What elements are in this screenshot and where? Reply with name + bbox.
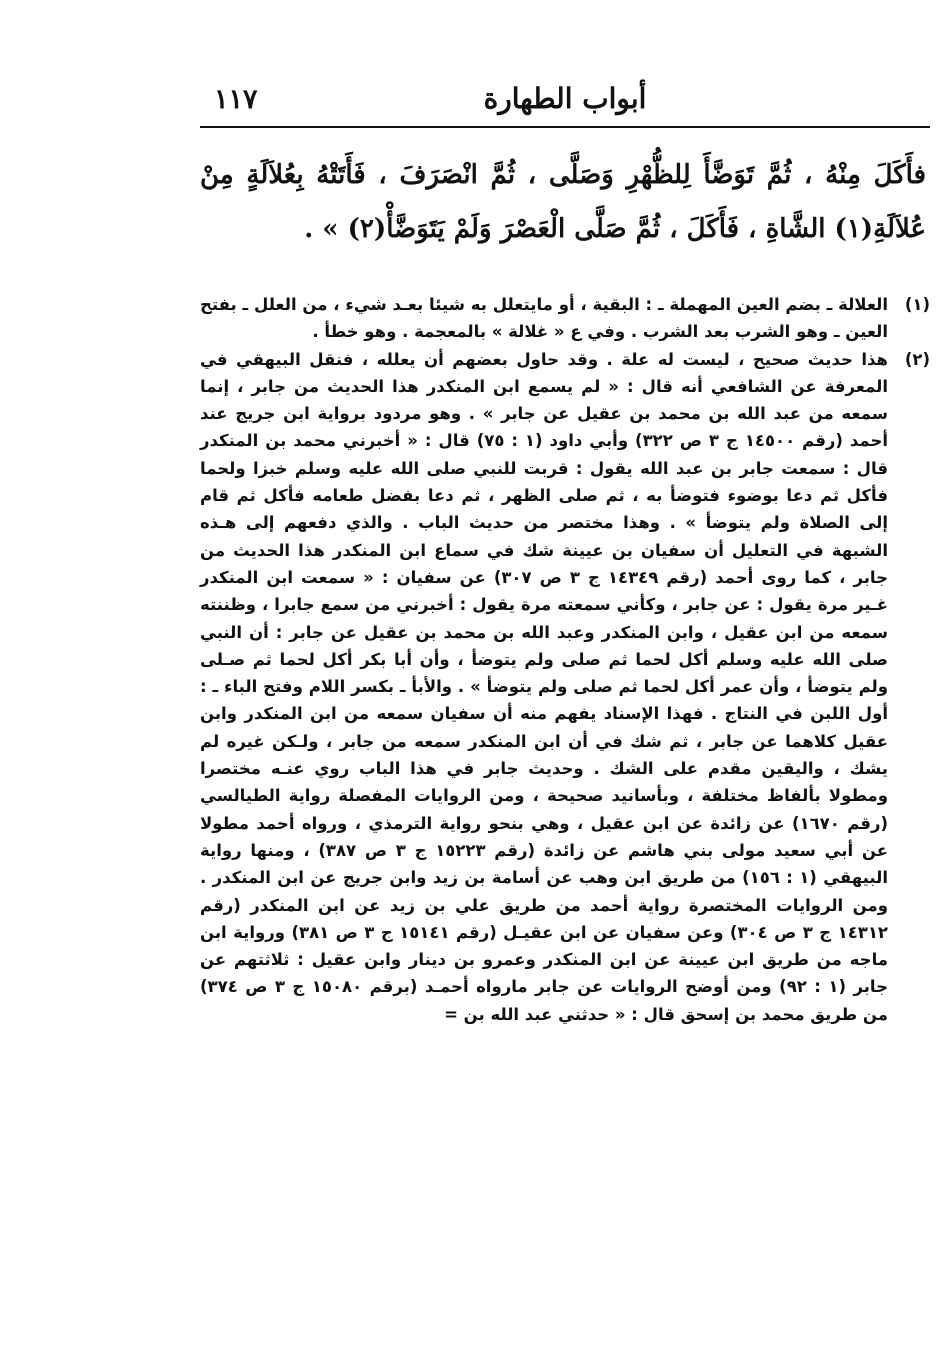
footnote-text: العلالة ـ بضم العين المهملة ـ : البقية ، أو مايتعلل به شيئا بعـد شيء ، من العلل ـ بفتح العين ـ وهو الشرب بعد الشرب . وفي ع « غلالة » بالمعجمة . وهو خطأ . [200,295,888,342]
running-title: أبواب الطهارة [483,82,647,115]
footnote-marker: (١) [904,295,930,314]
page-number: ١١٧ [214,84,258,115]
footnotes-section [200,291,930,1028]
footnote-marker: (٢) [904,349,930,369]
header-divider [200,126,930,128]
footnote-1 [200,291,930,346]
footnote-text: هذا حديث صحيح ، ليست له علة . وقد حاول بعضهم أن يعلله ، فنقل البيهقي في المعرفة عن الشافعي أنه قال : « لم يسمع ابن المنكدر هذا الحديث من جابر ، إنما سمعه من عبد الله بن محمد بن عقيل عن جابر » . وهو مردود برواية ابن جريج عند أحمد (رقم ١٤٥٠٠ ج ٣ ص ٣٢٢) وأبي داود (١ : ٧٥) قال : « أخبرني محمد بن المنكدر قال : سمعت جابر بن عبد الله يقول : قربت للنبي صلى الله عليه وسلم خبزا ولحما فأكل ثم دعا بوضوء فتوضأ به ، ثم صلى الظهر ، ثم دعا بفضل طعامه فأكل ثم قام إلى الصلاة ولم يتوضأ » . وهذا مختصر من حديث الباب . والذي دفعهم إلى هـذه الشبهة في التعليل أن سفيان بن عيينة شك في سماع ابن المنكدر هذا الحديث من جابر ، كما روى أحمد (رقم ١٤٣٤٩ ج ٣ ص ٣٠٧) عن سفيان : « سمعت ابن المنكدر غـير مرة يقول : عن جابر ، وكأني سمعته مرة يقول : أخبرني من سمع جابرا ، وظننته سمعه من ابن عقيل ، وابن المنكدر وعبد الله بن محمد بن عقيل عن جابر : أن النبي صلى الله عليه وسلم أكل لحما ثم صلى ولم يتوضأ ، وأن أبا بكر أكل لحما ثم صـلى ولم يتوضأ ، وأن عمر أكل لحما ثم صلى ولم يتوضأ » . والأبأ ـ بكسر اللام وفتح الباء ـ : أول اللبن في النتاج . فهذا الإسناد يفهم منه أن سفيان سمعه من ابن المنكدر وابن عقيل كلاهما عن جابر ، ثم شك في أن ابن المنكدر سمعه من جابر ، ولـكن غيره لم يشك ، واليقين مقدم على الشك . وحديث جابر في هذا الباب روي عنـه مختصرا ومطولا بألفاظ مختلفة ، وبأسانيد صحيحة ، ومن الروايات المفصلة رواية الطيالسي (رقم ١٦٧٠) عن زائدة عن ابن عقيل ، وهي بنحو رواية الترمذي ، ورواه أحمد مطولا عن أبي سعيد مولى بني هاشم عن زائدة (رقم ١٥٢٢٣ ج ٣ ص ٣٨٧) ، ومنها رواية البيهقي (١ : ١٥٦) من طريق ابن وهب عن أسامة بن زيد وابن جريج عن ابن المنكدر . ومن الروايات المختصرة رواية أحمد من طريق علي بن زيد عن ابن المنكدر (رقم ١٤٣١٢ ج ٣ ص ٣٠٤) وعن سفيان عن ابن عقيـل (رقم ١٥١٤١ ج ٣ ص ٣٨١) ورواية ابن ماجه من طريق ابن عيينة عن ابن المنكدر وعمرو بن دينار وابن عقيل : ثلاثتهم عن جابر (١ : ٩٢) ومن أوضح الروايات عن جابر مارواه أحمـد (برقم ١٥٠٨٠ ج ٣ ص ٣٧٤) من طريق محمد بن إسحق قال : « حدثني عبد الله بن = [200,349,889,1024]
hadith-text-block [200,148,926,256]
hadith-text: فأَكَلَ مِنْهُ ، ثُمَّ تَوَضَّأَ لِلظُّهْرِ وَصَلَّى ، ثُمَّ انْصَرَفَ ، فَأَتَتْهُ بِعُلاَلَةٍ مِنْ عُلاَلَةِ(١) الشَّاةِ ، فَأَكَلَ ، ثُمَّ صَلَّى الْعَصْرَ وَلَمْ يَتَوَضَّأْ(٢) » . [200,160,926,244]
page-header [200,80,930,126]
footnote-2 [200,346,930,1028]
